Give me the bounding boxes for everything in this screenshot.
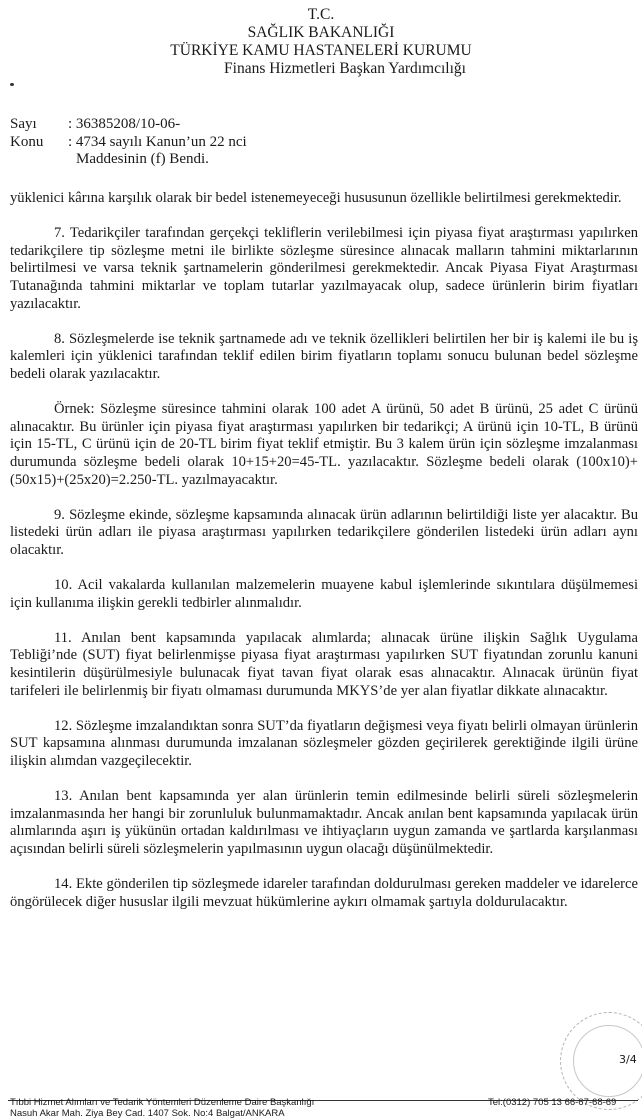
footer-address: Nasuh Akar Mah. Ziya Bey Cad. 1407 Sok. No:4 Balgat/ANKARA bbox=[10, 1108, 285, 1119]
letter-body bbox=[10, 190, 638, 911]
header-ministry: SAĞLIK BAKANLIĞI bbox=[247, 24, 395, 41]
konu-value: : 4734 sayılı Kanun’un 22 nci bbox=[68, 133, 247, 150]
konu-label: Konu bbox=[10, 133, 44, 150]
footer bbox=[10, 1097, 636, 1119]
paragraph-11: 11. Anılan bent kapsamında yapılacak alımlarda; alınacak ürüne ilişkin Sağlık Uygulama Tebliği’nde (SUT) fiyat belirlenmişse piyasa fiyat araştırması yapılırken SUT fiyatından zorunlu kanuni kesintilerin düşürülmesiyle bulunacak fiyat tavan fiyat olarak esas alınacaktır. Alınacak ürünün fiyat tarifeleri ile belirlenmiş bir fiyatı olmaması durumunda MKYS’de yer alan fiyatlar dikkate alınacaktır. bbox=[10, 629, 638, 699]
header-institution: TÜRKİYE KAMU HASTANELERİ KURUMU bbox=[170, 42, 472, 59]
bullet-mark bbox=[10, 83, 14, 86]
sayi-label: Sayı bbox=[10, 116, 37, 132]
paragraph-7: 7. Tedarikçiler tarafından gerçekçi tekliflerin verilebilmesi için piyasa fiyat araştırması yapılırken tedarikçilere tip sözleşme metni ile birlikte sözleşme süresince alınacak malların tahmini miktarlarının belirtilmesi ve varsa teknik şartnamelerin gönderilmesi gerekmektedir. Ancak Piyasa Fiyat Araştırması Tutanağında tahmini miktarlar ve toplam tutarlar yazılmayacak olup, sadece ürünlerin birim fiyatları yazılacaktır. bbox=[10, 225, 638, 312]
sayi-value: : 36385208/10-06- bbox=[68, 116, 181, 132]
paragraph-continuation: yüklenici kârına karşılık olarak bir bedel istenemeyeceği hususunun özellikle belirtilmesi gerekmektedir. bbox=[10, 190, 622, 206]
paragraph-12: 12. Sözleşme imzalandıktan sonra SUT’da fiyatların değişmesi veya fiyatı belirli olmayan ürünlerin SUT kapsamına alınması durumunda imzalanan sözleşmeler gözden geçirilerek gerektiğinde ilgili ürüne ilişkin alımdan vazgeçilecektir. bbox=[10, 717, 638, 769]
paragraph-14: 14. Ekte gönderilen tip sözleşmede idareler tarafından doldurulması gereken maddeler ve idarelerce öngörülecek diğer hususlar ilgili mevzuat hükümlerine aykırı olmamak şartıyla doldurulacaktır. bbox=[10, 876, 638, 910]
paragraph-8: 8. Sözleşmelerde ise teknik şartnamede adı ve teknik özellikleri belirtilen her bir iş kalemi ile bu iş kalemleri için yüklenici tarafından teklif edilen birim fiyatların toplamı sonucu bulunan bedel sözleşme bedeli olarak yazılacaktır. bbox=[10, 330, 638, 382]
footer-phone: Tel:(0312) 705 13 66-67-68-69 bbox=[488, 1097, 617, 1108]
paragraph-example: Örnek: Sözleşme süresince tahmini olarak 100 adet A ürünü, 50 adet B ürünü, 25 adet C ürünü alınacaktır. Bu ürünler için piyasa fiyat araştırması yapılırken bir tedarikçi; A ürünü için 10-TL, B ürünü için 15-TL, C ürünü için de 20-TL birim fiyat teklif etmiştir. Bu 3 kalem ürün için sözleşme imzalanması durumunda sözleşme bedeli olarak 10+15+20=45-TL. yazılacaktır. Sözleşme bedeli olarak (100x10)+(50x15)+(25x20)=2.250-TL. yazılmayacaktır. bbox=[10, 401, 638, 488]
letterhead bbox=[0, 6, 642, 78]
header-department: Finans Hizmetleri Başkan Yardımcılığı bbox=[224, 60, 466, 77]
paragraph-9: 9. Sözleşme ekinde, sözleşme kapsamında alınacak ürün adlarının belirtildiği liste yer alacaktır. Bu listedeki ürün adları ile piyasa araştırması yapılırken tedarikçilere gönderilen listedeki ürün adları aynı olacaktır. bbox=[10, 506, 638, 558]
konu-value-2: Maddesinin (f) Bendi. bbox=[76, 151, 209, 167]
page-number: 3/4 bbox=[619, 1053, 637, 1066]
footer-department: Tıbbi Hizmet Alımları ve Tedarik Yöntemleri Düzenleme Daire Başkanlığı bbox=[10, 1097, 315, 1108]
paragraph-13: 13. Anılan bent kapsamında yer alan ürünlerin temin edilmesinde belirli süreli sözleşmelerin imzalanmasında her hangi bir zorunluluk bulunmamaktadır. Ancak anılan bent kapsamında yapılacak ürün alımlarında aşırı iş yükünün ortadan kaldırılması ve ihtiyaçların uygun zamanda ve şartlarda karşılanması açısından belirli süreli sözleşmelerin yapılmasının uygun olacağı düşünülmektedir. bbox=[10, 788, 638, 857]
paragraph-10: 10. Acil vakalarda kullanılan malzemelerin muayene kabul işlemlerinde sıkıntılara düşülmemesi için kullanıma ilişkin gerekli tedbirler alınmalıdır. bbox=[10, 577, 638, 611]
header-tc: T.C. bbox=[307, 6, 335, 23]
